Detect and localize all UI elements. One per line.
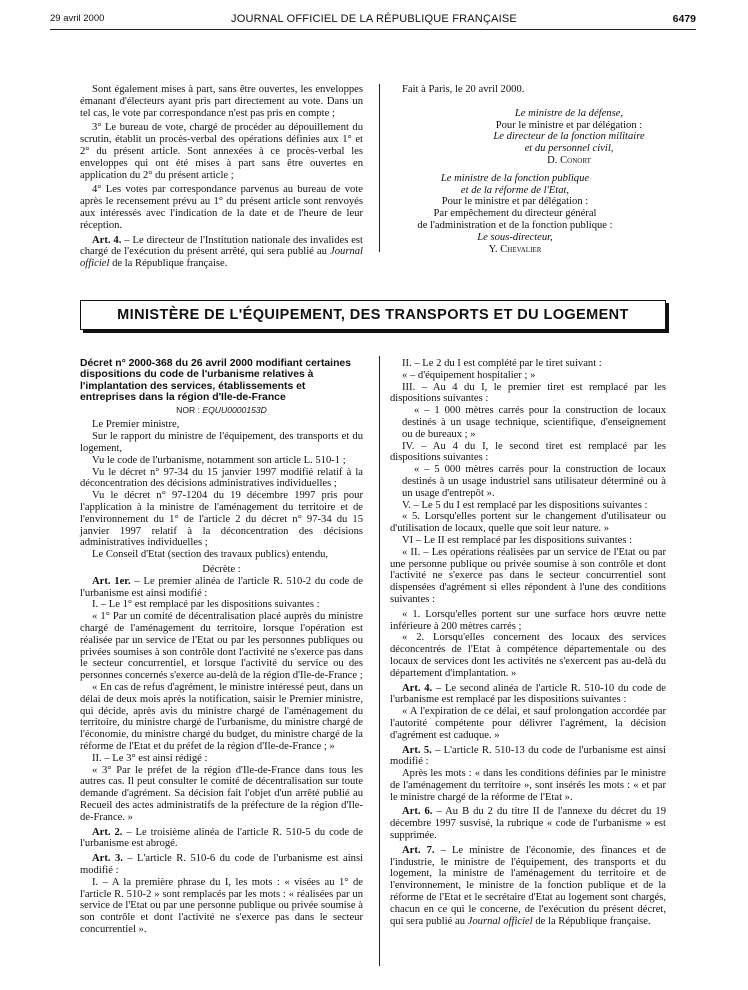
paragraph: « 1. Lorsqu'elles portent sur une surface hors œuvre nette inférieure à 200 mètres carrés ; — [390, 608, 666, 632]
paragraph: « II. – Les opérations réalisées par un service de l'Etat ou par une personne publique ou privée soumise à son contrôle et dont l'activité ne s'exerce pas dans le secteur concurrentiel sont dispensées d'agrément si elles répondent à l'une des conditions suivantes : — [390, 546, 666, 605]
paragraph: II. – Le 2 du I est complété par le tiret suivant : — [402, 358, 602, 369]
article-2: Art. 2. – Le troisième alinéa de l'article R. 510-5 du code de l'urbanisme est abrogé. — [80, 826, 364, 850]
paragraph: III. – Au 4 du I, le premier tiret est remplacé par les dispositions suivantes : — [390, 381, 666, 405]
column-divider-bottom — [379, 356, 380, 966]
bottom-right-column — [390, 358, 666, 927]
paragraph: « 3° Par le préfet de la région d'Ile-de-France dans tous les autres cas. Il peut consulter le comité de décentralisation sur toute demande d'agrément. Sa décision fait l'objet d'un arrêté publié au Recueil des actes administratifs de la préfecture de la région d'Ile-de-France. » — [80, 764, 363, 823]
signatory-name: Y. Chevalier — [488, 243, 542, 255]
signatory-name: D. Conort — [547, 154, 591, 166]
paragraph: 4° Les votes par correspondance parvenus au bureau de vote après le recensement prévu au 1° du présent article sont renvoyés aux intéressés avec l'indication de la date et de l'heure de leur réception. — [80, 184, 363, 231]
journal-title: JOURNAL OFFICIEL DE LA RÉPUBLIQUE FRANÇAISE — [231, 13, 517, 25]
article-6: Art. 6. – Au B du 2 du titre II de l'annexe du décret du 19 décembre 1997 susvisé, la rubrique « code de l'urbanisme » est supprimée. — [390, 806, 667, 842]
paragraph: Vu le décret n° 97-1204 du 19 décembre 1997 pris pour l'application à la ministre de l'aménagement du territoire et de l'environnement du 1° de l'article 2 du décret n° 97-34 du 15 janvier 1997 relatif à la déconcentration des décisions administratives individuelles ; — [80, 490, 363, 549]
header-rule — [50, 29, 696, 30]
signature-fonction-publique: Le ministre de la fonction publique et de la réforme de l'Etat, Pour le ministre et par délégation : Par empêchement du directeur général de l'administration et de la fonction publique : Le sous-directeur, Y. Chevalier — [390, 173, 640, 256]
decrete: Décrète : — [202, 563, 241, 575]
paragraph: « 1° Par un comité de décentralisation placé auprès du ministre chargé de l'aménagement du territoire, lorsque l'opération est réalisée par un service de l'Etat ou par les personnes publiques ou privées soumises à son contrôle dont l'activité ne s'exerce pas dans le secteur concurrentiel, et lorsque l'activité du service ou des personnes concernés s'exerce au-delà de la région d'Ile-de-France ; — [80, 611, 363, 682]
decree-title: Décret n° 2000-368 du 26 avril 2000 modifiant certaines dispositions du code de l'urbanisme relatives à l'implantation des services, établissements et entreprises dans la région d'Ile-de-France — [80, 358, 351, 404]
paragraph: VI – Le II est remplacé par les dispositions suivantes : — [402, 534, 633, 546]
paragraph: « En cas de refus d'agrément, le ministre intéressé peut, dans un délai de deux mois après la notification, saisir le Premier ministre, qui décide, après avis du ministre chargé de l'aménagement du territoire, du ministre chargé de l'urbanisme, du ministre chargé de l'économie, du ministre chargé du budget, du ministre chargé de la réforme de l'Etat et du préfet de la région d'Ile-de-France ; » — [80, 681, 363, 752]
paragraph: « – 5 000 mètres carrés pour la construction de locaux destinés à un usage industriel sans utilisateur déterminé ou à un usage d'entrepôt ». — [402, 464, 666, 499]
signature-block — [390, 84, 666, 255]
paragraph: Après les mots : « dans les conditions définies par le ministre de l'aménagement du territoire », sont insérés les mots : « et par le ministre chargé de la réforme de l'Etat ». — [390, 768, 666, 803]
article-4: Art. 4. – Le second alinéa de l'article R. 510-10 du code de l'urbanisme est remplacé par les dispositions suivantes : — [390, 682, 666, 706]
paragraph: Sont également mises à part, sans être ouvertes, les enveloppes émanant d'électeurs ayant pris part directement au vote. Dans un tel cas, le vote par correspondance n'est pas pris en compte ; — [80, 84, 363, 119]
article-7: Art. 7. – Le ministre de l'économie, des finances et de l'industrie, le ministre de l'équipement, des transports et du logement, la ministre de l'aménagement du territoire et de l'environnement, le ministre de la fonction publique et de la réforme de l'Etat et le secrétaire d'Etat au logement sont chargés, chacun en ce qui le concerne, de l'exécution du présent décret, qui sera publié au Journal officiel de la République française. — [390, 844, 667, 927]
paragraph: I. – Le 1° est remplacé par les dispositions suivantes : — [92, 599, 320, 611]
nor-reference: NOR : EQUU0000153D — [176, 404, 267, 415]
paragraph: Vu le code de l'urbanisme, notamment son article L. 510-1 ; — [92, 454, 346, 466]
signature-defense: Le ministre de la défense, Pour le ministre et par délégation : Le directeur de la fonction militaire et du personnel civil, D. Conort — [474, 108, 664, 167]
paragraph: IV. – Au 4 du I, le second tiret est remplacé par les dispositions suivantes : — [390, 440, 666, 464]
place-date: Fait à Paris, le 20 avril 2000. — [402, 84, 525, 95]
article-label: Art. 4. — [92, 234, 122, 246]
column-divider-top — [379, 84, 380, 252]
paragraph: « A l'expiration de ce délai, et sauf prolongation accordée par l'autorité compétente pour délivrer l'agrément, la décision d'agrément est caduque. » — [390, 706, 666, 741]
paragraph: « – 1 000 mètres carrés pour la construction de locaux destinés à un usage technique, scientifique, d'enseignement ou de bureaux ; » — [402, 405, 666, 440]
bottom-left-column — [80, 358, 363, 936]
issue-date: 29 avril 2000 — [50, 13, 105, 24]
paragraph: Le Premier ministre, — [92, 419, 180, 431]
top-left-column — [80, 84, 363, 270]
page-number: 6479 — [672, 13, 696, 25]
paragraph: Vu le décret n° 97-34 du 15 janvier 1997 modifié relatif à la déconcentration des décisions administratives individuelles ; — [80, 466, 363, 490]
paragraph: I. – A la première phrase du I, les mots : « visées au 1° de l'article R. 510-2 » sont remplacés par les mots : « réalisées par un service de l'Etat ou par une personne publique ou privée soumise à son contrôle et dont l'activité ne s'exerce pas dans le secteur concurrentiel ». — [80, 876, 363, 935]
paragraph: « 5. Lorsqu'elles portent sur le changement d'utilisateur ou d'utilisation de locaux, quelle que soit leur nature. » — [390, 511, 666, 535]
page-header — [0, 13, 748, 29]
paragraph: II. – Le 3° est ainsi rédigé : — [92, 752, 208, 764]
paragraph: 3° Le bureau de vote, chargé de procéder au dépouillement du scrutin, établit un procès-verbal des opérations définies aux 1° et 2° du présent article. Sont annexées à ce procès-verbal les enveloppes qui ont été mises à part sans être ouvertes en application du 2° du présent article ; — [80, 122, 363, 181]
paragraph: Sur le rapport du ministre de l'équipement, des transports et du logement, — [80, 431, 363, 455]
paragraph: V. – Le 5 du I est remplacé par les dispositions suivantes : — [402, 499, 648, 511]
paragraph: Le Conseil d'Etat (section des travaux publics) entendu, — [92, 549, 329, 561]
article-5: Art. 5. – L'article R. 510-13 du code de l'urbanisme est ainsi modifié : — [390, 744, 666, 768]
article-3: Art. 3. – L'article R. 510-6 du code de l'urbanisme est ainsi modifié : — [80, 853, 364, 876]
article-1: Art. 1er. – Le premier alinéa de l'article R. 510-2 du code de l'urbanisme est ainsi modifié : — [80, 575, 363, 599]
ministry-banner: MINISTÈRE DE L'ÉQUIPEMENT, DES TRANSPORTS ET DU LOGEMENT — [80, 300, 666, 330]
paragraph: « 2. Lorsqu'elles concernent des locaux des services déconcentrés de l'Etat à compétence départementale ou des locaux de services dont les activités ne s'exercent pas au-delà du département d'implantation. » — [390, 632, 666, 679]
article-4-defense: Art. 4. – Le directeur de l'Institution nationale des invalides est chargé de l'exécution du présent arrêté, qui sera publié au Journal officiel de la République française. — [80, 234, 363, 270]
paragraph: « – d'équipement hospitalier ; » — [402, 369, 536, 381]
